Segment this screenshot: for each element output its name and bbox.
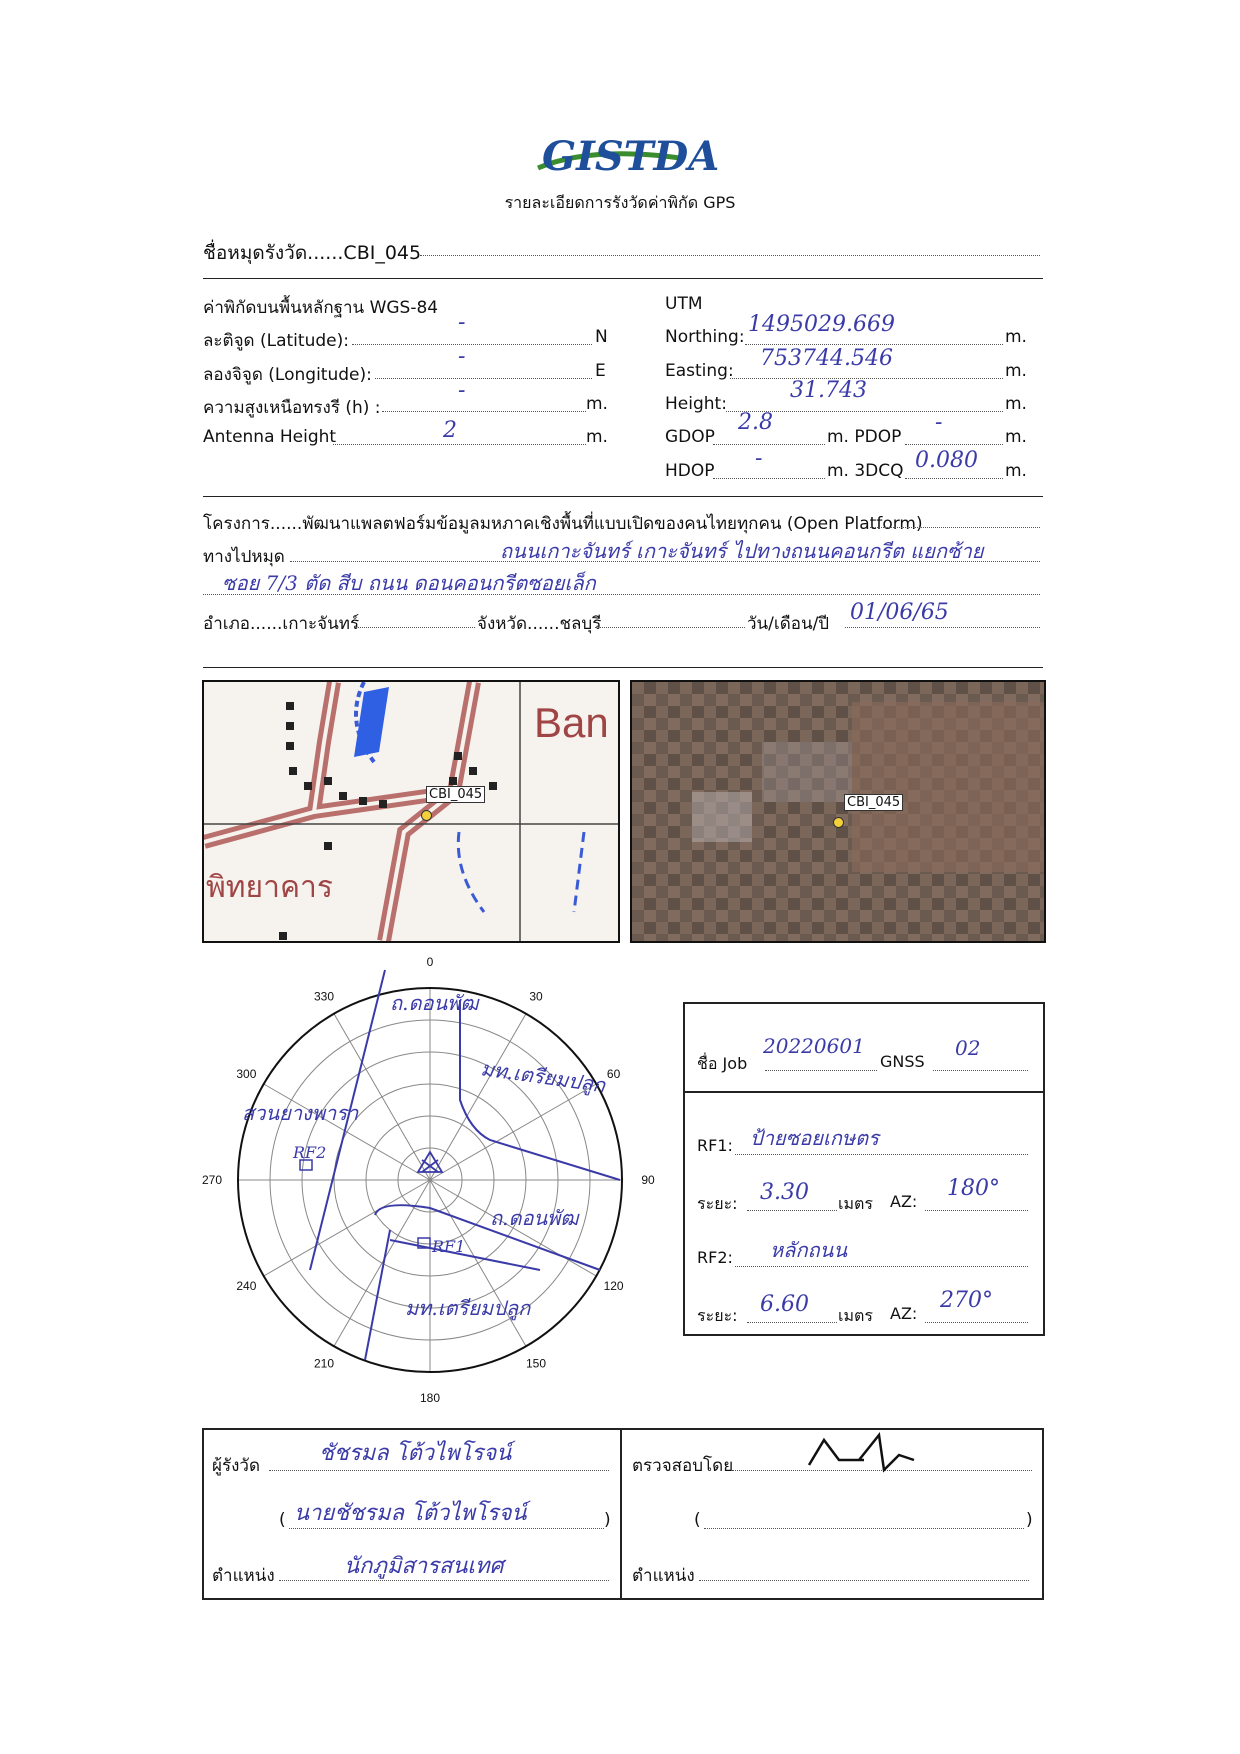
utm-height-unit: m. [1005,394,1027,414]
topo-point-marker [421,810,432,821]
surveyor-signature: ชัชรมล โต้วไพโรจน์ [319,1441,512,1466]
height-value: - [458,378,466,403]
job-info-box [683,1002,1045,1336]
logo-text: GISTDA [542,133,720,180]
sky-angle-label: 330 [313,989,335,1004]
topo-map [202,680,620,943]
hdop-value: - [755,446,763,471]
sky-spoke [264,1180,430,1276]
satellite-point-marker [833,817,844,828]
dcq-unit: m. [1005,461,1027,481]
lat-unit: N [595,327,608,347]
rf1-meter-label: เมตร [838,1194,873,1213]
job-label: ชื่อ Job [697,1054,748,1073]
utm-height-value: 31.743 [790,378,867,403]
surveyor-label: ผู้รังวัด [212,1456,260,1476]
surveyor-position: นักภูมิสารสนเทศ [344,1554,504,1579]
sky-angle-label: 240 [236,1279,257,1293]
topo-point-label: CBI_045 [426,786,485,803]
rf1-dist-value: 3.30 [760,1180,809,1205]
rf1-value: ป้ายซอยเกษตร [750,1126,879,1150]
route-label: ทางไปหมุด [203,547,285,567]
lon-unit: E [595,361,606,381]
sky-angle-label: 300 [236,1067,257,1081]
northing-label: Northing: [665,327,745,347]
rf2-dist-value: 6.60 [760,1292,809,1317]
utm-title: UTM [665,294,703,314]
height-unit: m. [586,394,608,414]
surveyor-position-label: ตำแหน่ง [212,1566,275,1586]
project-label: โครงการ......พัฒนาแพลตฟอร์มข้อมูลมหภาคเชิงพื้นที่แบบเปิดของคนไทยทุกคน (Open Platform) [203,514,923,534]
topo-label-pittayakarn: พิทยาคาร [206,870,334,905]
sky-spoke [334,1180,430,1346]
lon-value: - [458,344,466,369]
gdop-value: 2.8 [738,410,773,435]
sky-angle-label: 180 [419,1391,441,1405]
antenna-value: 2 [443,418,457,443]
sky-angle-label: 270 [201,1173,223,1187]
dcq-label: m. 3DCQ [827,461,904,481]
topo-label-ban: Ban [534,699,609,746]
northing-unit: m. [1005,327,1027,347]
rf1-field-label: RF1: [697,1136,733,1155]
lon-label: ลองจิจูด (Longitude): [203,365,372,385]
easting-value: 753744.546 [760,346,893,371]
signature-box: ผู้รังวัด ชัชรมล โต้วไพโรจน์ ( ) นายชัชรมล โต้วไพโรจน์ ตำแหน่ง นักภูมิสารสนเทศ ตรวจสอบโดย ( ) ตำแหน่ง [202,1428,1044,1600]
antenna-label: Antenna Height [203,427,337,447]
checker-label: ตรวจสอบโดย [632,1456,734,1476]
rf2-meter-label: เมตร [838,1306,873,1325]
pdop-unit: m. [1005,427,1027,447]
sky-spoke [264,1084,430,1180]
rf2-label: RF2 [293,1143,327,1162]
pdop-label: m. PDOP [827,427,902,447]
sky-spoke [430,1014,526,1180]
checker-signature [804,1430,924,1475]
route-line1: ถนนเกาะจันทร์ เกาะจันทร์ ไปทางถนนคอนกรีต แยกซ้าย [500,539,984,563]
gdop-label: GDOP [665,427,715,447]
sky-angle-label: 0 [426,955,434,969]
sky-spoke [334,1014,430,1180]
sky-note-2: มท.เตรียมปลูก [479,1056,607,1098]
height-label: ความสูงเหนือทรงรี (h) : [203,398,381,418]
easting-unit: m. [1005,361,1027,381]
sky-angle-label: 30 [529,989,543,1004]
rf1-az-value: 180° [947,1176,1000,1201]
rf2-field-label: RF2: [697,1248,733,1267]
lat-label: ละติจูด (Latitude): [203,331,349,351]
rf1-label: RF1 [432,1237,466,1256]
easting-label: Easting: [665,361,734,381]
rf2-dist-label: ระยะ: [697,1306,738,1325]
dcq-value: 0.080 [915,448,978,473]
form-subtitle: รายละเอียดการรังวัดค่าพิกัด GPS [504,193,736,212]
wgs84-title: ค่าพิกัดบนพื้นหลักฐาน WGS-84 [203,298,439,318]
province: จังหวัด......ชลบุรี [477,614,602,634]
sky-angle-label: 150 [525,1356,547,1371]
satellite-image [630,680,1046,943]
antenna-unit: m. [586,427,608,447]
gistda-logo [530,128,720,188]
rf1-az-label: AZ: [890,1192,918,1211]
rf1-dist-label: ระยะ: [697,1194,738,1213]
sky-angle-label: 120 [603,1279,624,1293]
sky-spoke [430,1180,526,1346]
job-value: 20220601 [763,1034,865,1058]
lat-value: - [458,310,466,335]
rf2-value: หลักถนน [770,1238,848,1262]
rf2-az-value: 270° [940,1288,993,1313]
surveyor-name: นายชัชรมล โต้วไพโรจน์ [294,1501,527,1526]
gnss-value: 02 [955,1036,981,1060]
sky-note-1: ถ.ดอนพัฒ [390,991,479,1015]
date-value: 01/06/65 [850,600,949,625]
sky-angle-label: 90 [641,1173,655,1187]
sky-note-5: มท.เตรียมปลูก [405,1296,531,1320]
sky-note-4: ถ.ดอนพัฒ [490,1206,579,1230]
sky-plot [180,940,680,1440]
rf2-az-label: AZ: [890,1304,918,1323]
amphoe: อำเภอ......เกาะจันทร์ [203,614,360,634]
sky-angle-label: 60 [606,1067,621,1081]
northing-value: 1495029.669 [748,312,895,337]
sky-obstruction-line [365,1230,390,1360]
sky-note-3: สวนยางพารา [242,1101,359,1125]
gnss-label: GNSS [880,1052,925,1071]
checker-position-label: ตำแหน่ง [632,1566,695,1586]
hdop-label: HDOP [665,461,715,481]
utm-height-label: Height: [665,394,727,414]
satellite-point-label: CBI_045 [844,794,903,811]
sky-angle-label: 210 [313,1356,335,1371]
date-label: วัน/เดือน/ปี [747,614,830,634]
route-line2: ซอย 7/3 ตัด สีบ ถนน ดอนคอนกรีตซอยเล็ก [222,571,596,595]
station-name: ชื่อหมุดรังวัด......CBI_045 [203,242,422,264]
pdop-value: - [935,410,943,435]
